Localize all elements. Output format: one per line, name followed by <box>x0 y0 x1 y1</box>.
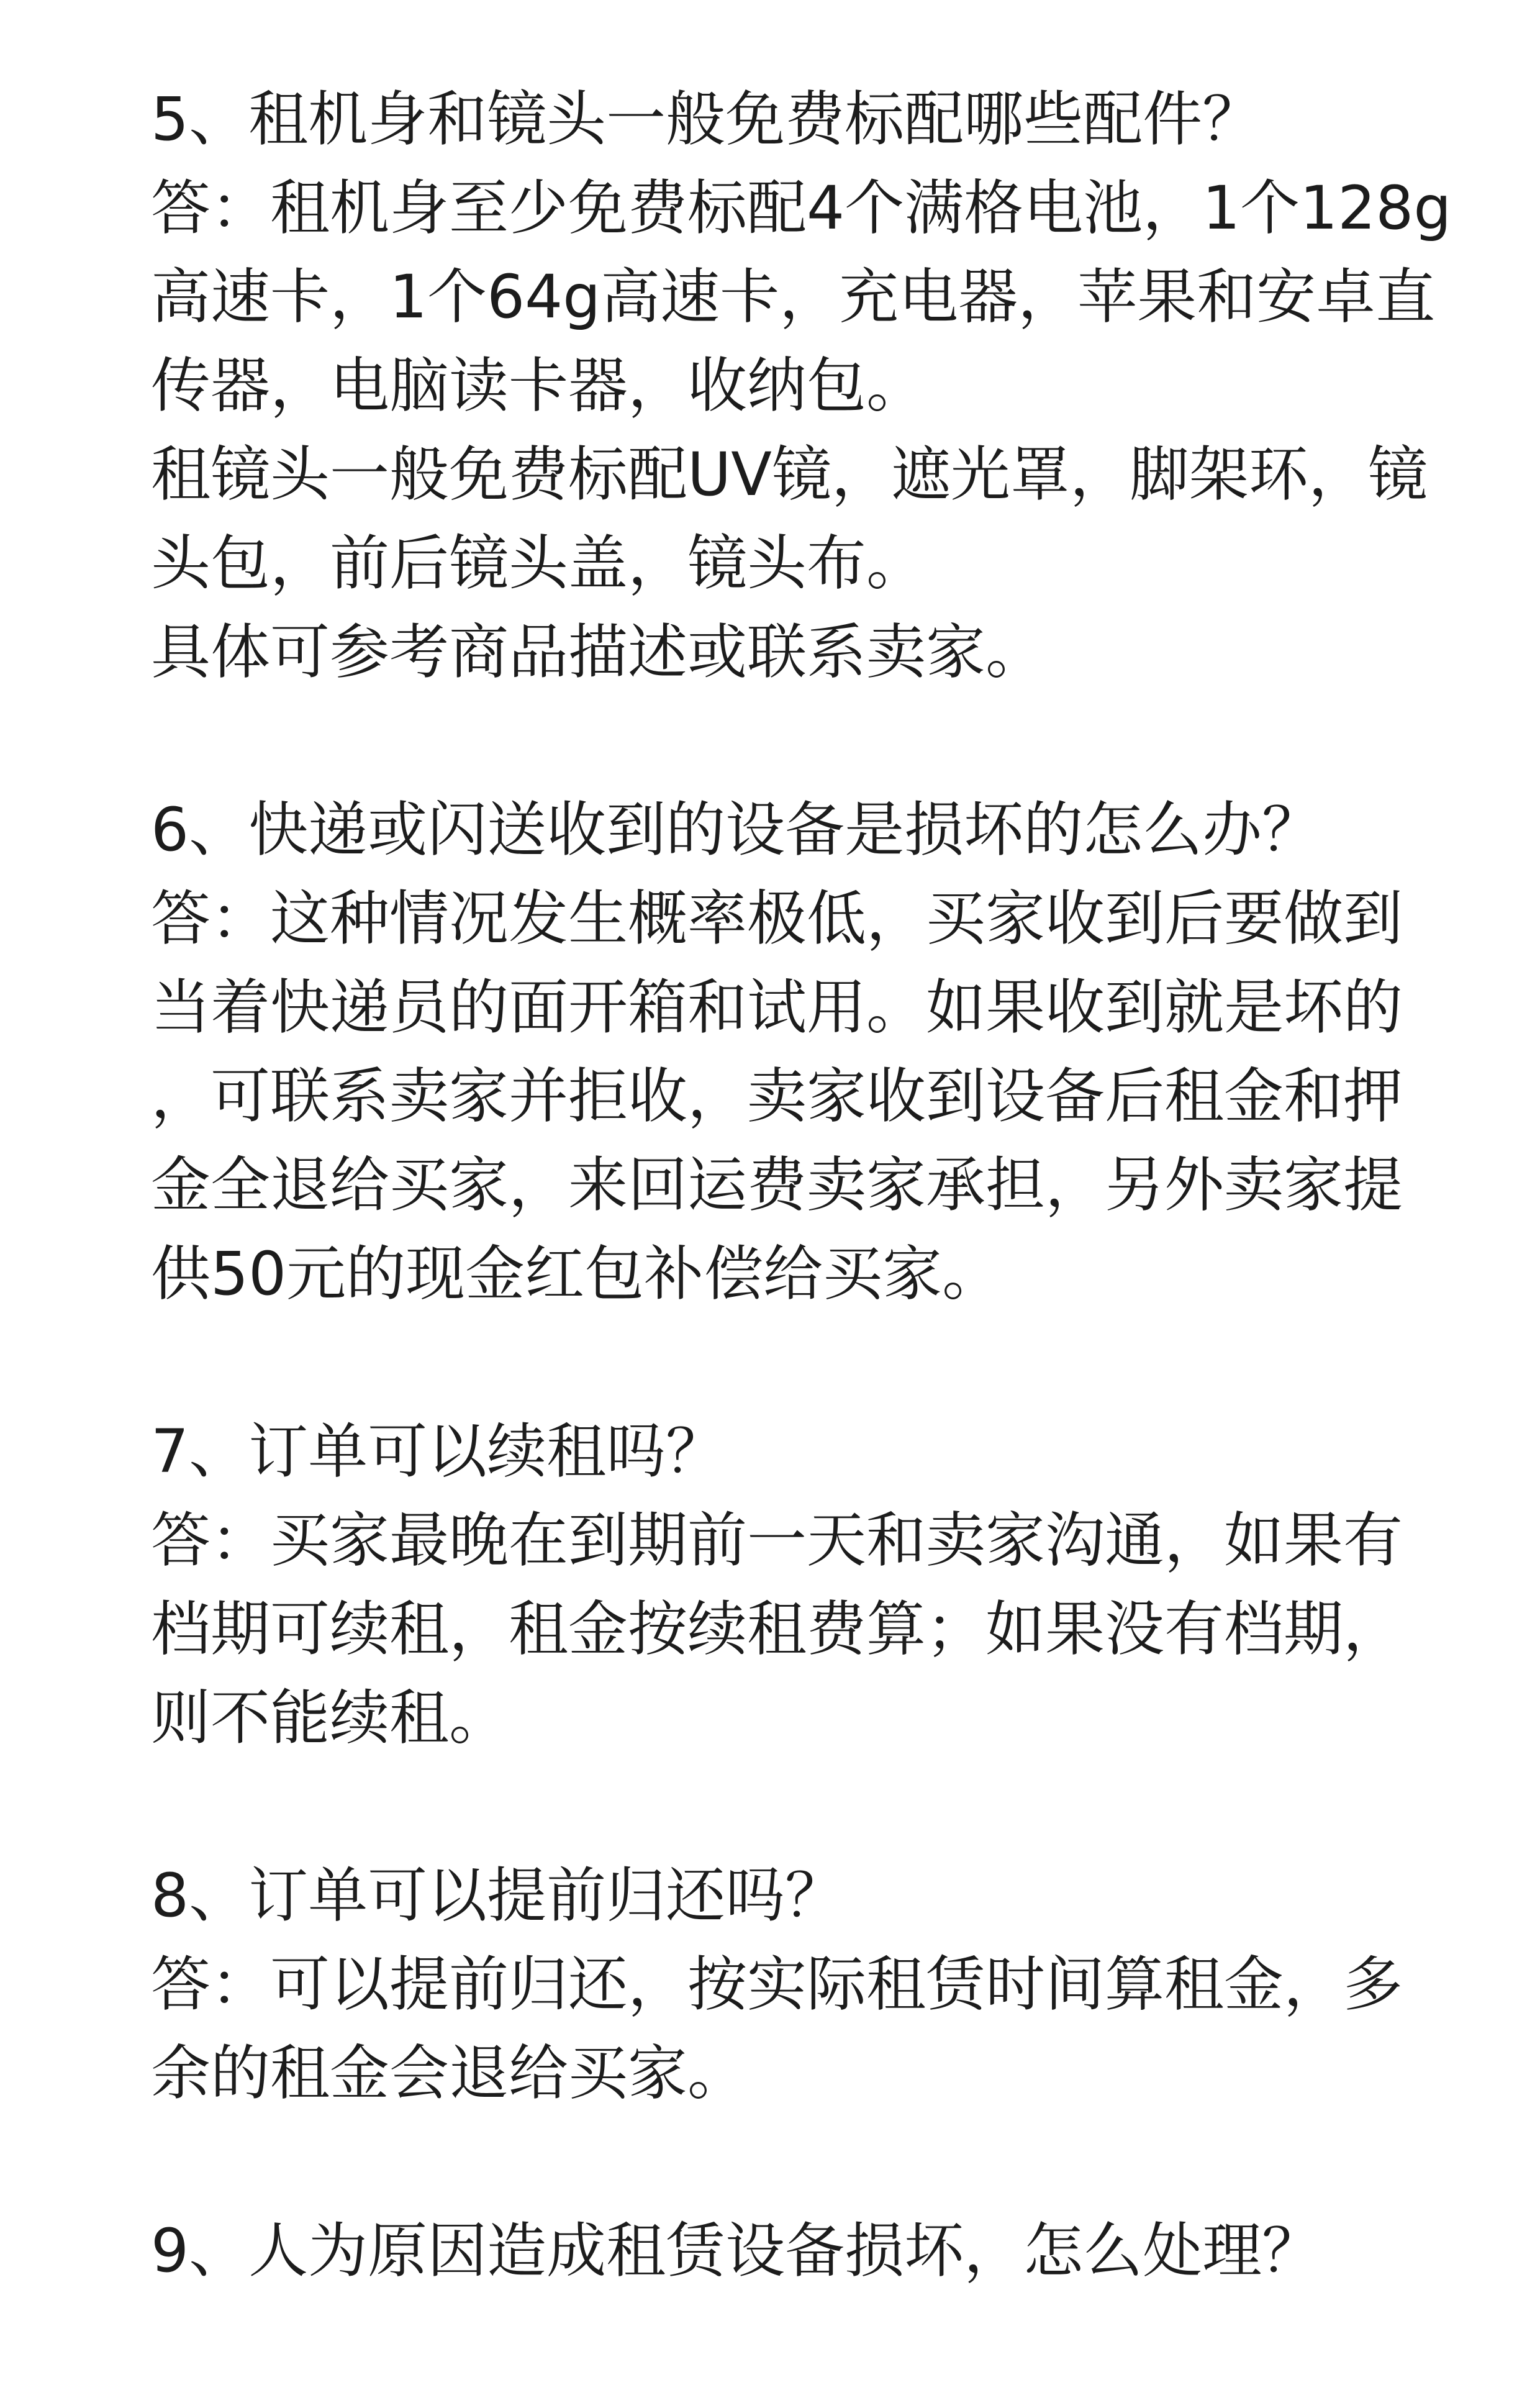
paragraph-gap <box>151 1319 1393 1407</box>
answer-6-line-1: 答：这种情况发生概率极低，买家收到后要做到 <box>151 884 1403 953</box>
answer-6-line-5: 供50元的现金红包补偿给买家。 <box>151 1239 1002 1309</box>
answer-5-line-3: 传器，电脑读卡器，收纳包。 <box>151 351 926 420</box>
paragraph-gap <box>151 0 1393 75</box>
answer-5-line-5: 头包，前后镜头盖，镜头布。 <box>151 529 926 598</box>
question-7: 7、订单可以续租吗？ <box>151 1417 726 1486</box>
paragraph-gap <box>151 1763 1393 1851</box>
answer-5-line-1: 答：租机身至少免费标配4个满格电池，1个128g <box>151 173 1452 243</box>
answer-6-line-3: ，可联系卖家并拒收，卖家收到设备后租金和押 <box>151 1061 1403 1131</box>
answer-5-line-6: 具体可参考商品描述或联系卖家。 <box>151 617 1045 687</box>
question-6: 6、快递或闪送收到的设备是损坏的怎么办？ <box>151 795 1322 865</box>
answer-6-line-2: 当着快递员的面开箱和试用。如果收到就是坏的 <box>151 973 1403 1042</box>
answer-8-line-2: 余的租金会退给买家。 <box>151 2038 747 2108</box>
answer-8-line-1: 答：可以提前归还，按实际租赁时间算租金，多 <box>151 1950 1403 2019</box>
question-9: 9、人为原因造成租赁设备损坏，怎么处理？ <box>151 2216 1322 2286</box>
question-5: 5、租机身和镜头一般免费标配哪些配件？ <box>151 84 1262 154</box>
answer-7-line-3: 则不能续租。 <box>151 1683 509 1753</box>
answer-5-line-2: 高速卡，1个64g高速卡，充电器，苹果和安卓直 <box>151 262 1436 332</box>
answer-5-line-4: 租镜头一般免费标配UV镜，遮光罩，脚架环，镜 <box>151 440 1428 509</box>
answer-7-line-1: 答：买家最晚在到期前一天和卖家沟通，如果有 <box>151 1506 1403 1575</box>
answer-6-line-4: 金全退给买家，来回运费卖家承担，另外卖家提 <box>151 1150 1403 1220</box>
answer-7-line-2: 档期可续租，租金按续租费算；如果没有档期， <box>151 1594 1403 1664</box>
faq-text-block <box>151 0 1452 2296</box>
paragraph-gap <box>151 697 1393 786</box>
paragraph-gap <box>151 2118 1393 2207</box>
question-8: 8、订单可以提前归还吗？ <box>151 1861 845 1930</box>
